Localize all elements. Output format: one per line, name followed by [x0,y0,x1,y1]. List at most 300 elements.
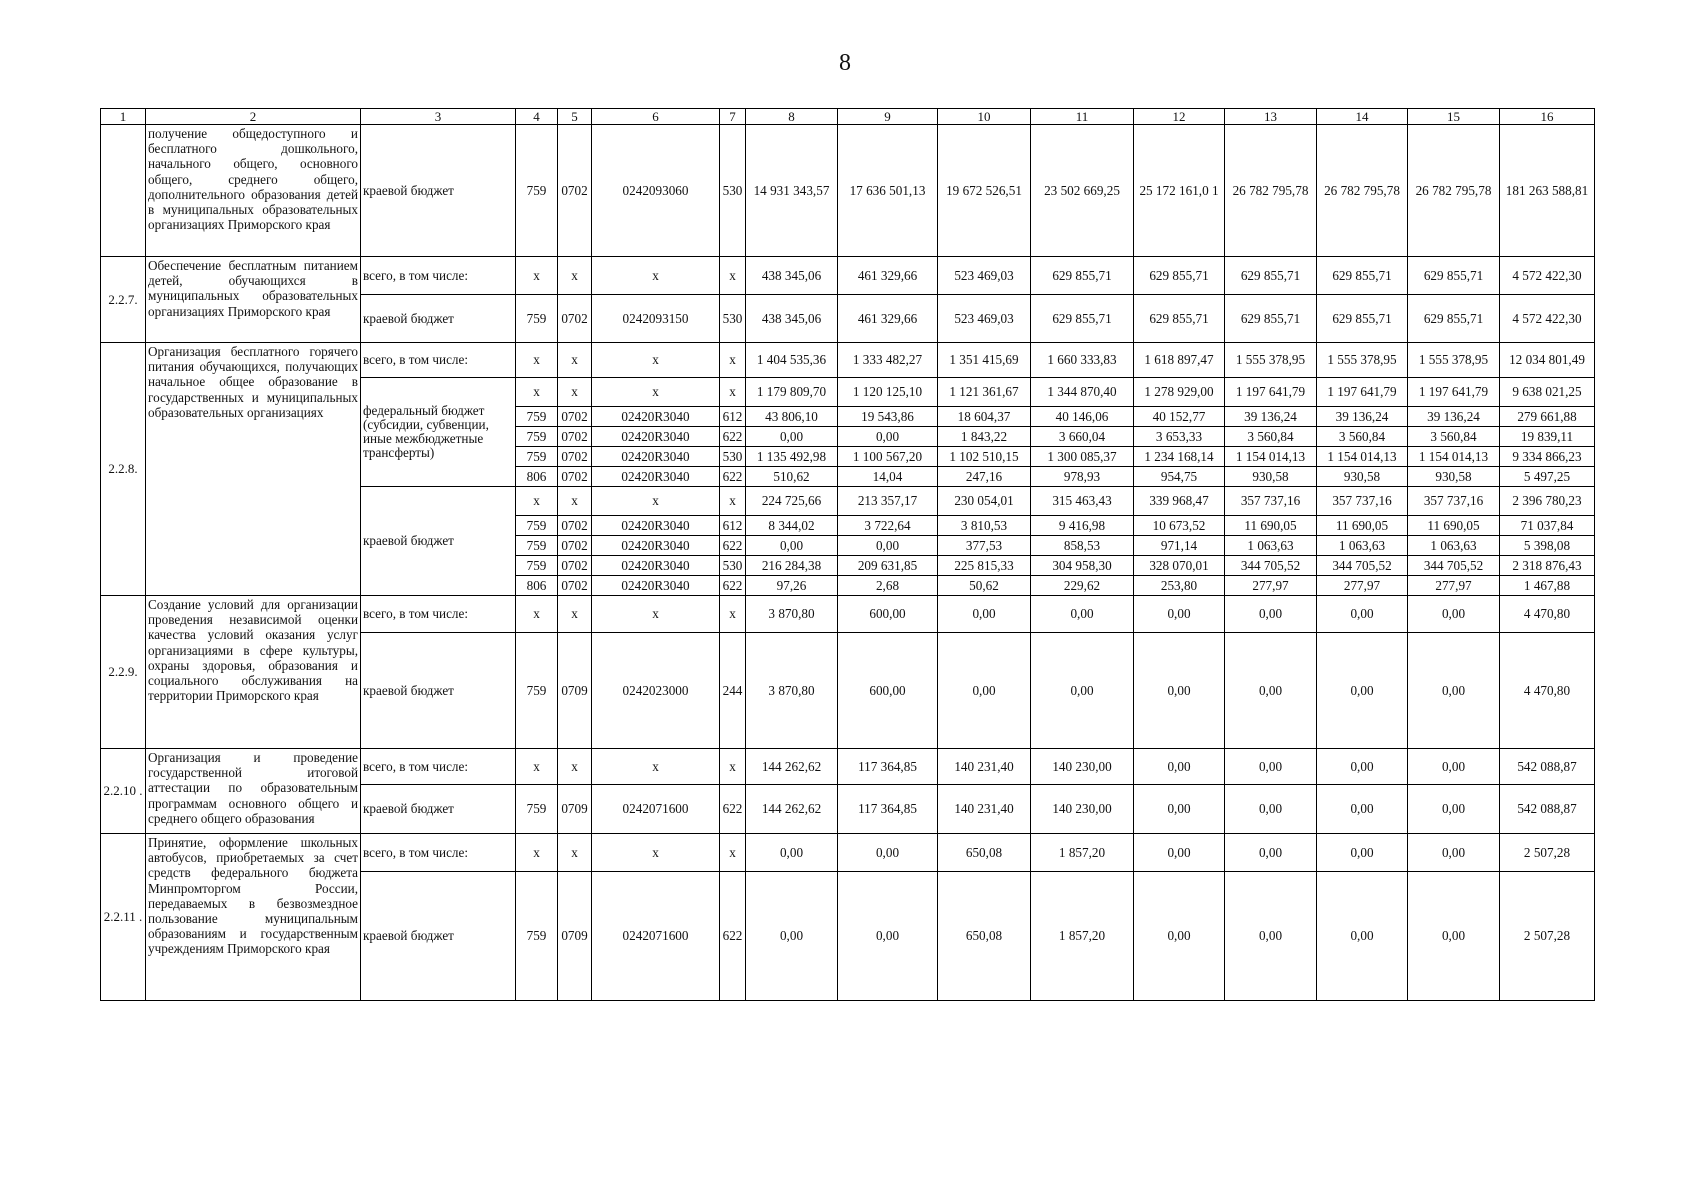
cell-expense-type: 530 [720,125,746,257]
cell-amount-col-10: 1 351 415,69 [938,343,1031,378]
cell-amount-col-14: 0,00 [1317,872,1408,1001]
column-header-13: 13 [1225,109,1317,125]
cell-amount-col-8: 438 345,06 [746,295,838,343]
cell-amount-col-14: 3 560,84 [1317,427,1408,447]
cell-amount-col-11: 0,00 [1031,633,1134,749]
cell-amount-col-11: 140 230,00 [1031,749,1134,785]
table-row [101,596,1595,633]
cell-expense-type: 622 [720,785,746,834]
cell-amount-col-8: 216 284,38 [746,556,838,576]
cell-target-code: 02420R3040 [592,427,720,447]
cell-amount-col-13: 629 855,71 [1225,295,1317,343]
cell-amount-col-10: 0,00 [938,633,1031,749]
cell-amount-col-15: 0,00 [1408,633,1500,749]
column-header-11: 11 [1031,109,1134,125]
cell-expense-type: 244 [720,633,746,749]
cell-amount-col-9: 600,00 [838,596,938,633]
column-header-9: 9 [838,109,938,125]
cell-amount-col-12: 10 673,52 [1134,516,1225,536]
cell-amount-col-8: 224 725,66 [746,487,838,516]
cell-amount-col-10: 225 815,33 [938,556,1031,576]
cell-item-name: получение общедоступного и бесплатного дошкольного, начального общего, основного общего, среднего общего, дополнительного образования детей в муниципальных образовательных организациях Приморского края [146,125,361,257]
cell-expense-type: 622 [720,536,746,556]
cell-amount-col-8: 0,00 [746,427,838,447]
cell-amount-col-12: 0,00 [1134,834,1225,872]
column-header-7: 7 [720,109,746,125]
cell-amount-col-14: 629 855,71 [1317,295,1408,343]
cell-amount-col-10: 50,62 [938,576,1031,596]
cell-amount-col-16: 542 088,87 [1500,749,1595,785]
cell-gr-code: 759 [516,536,558,556]
cell-section-code: x [558,343,592,378]
cell-amount-col-12: 629 855,71 [1134,295,1225,343]
cell-gr-code: 759 [516,516,558,536]
cell-amount-col-11: 629 855,71 [1031,295,1134,343]
cell-amount-col-16: 4 572 422,30 [1500,295,1595,343]
cell-amount-col-16: 2 507,28 [1500,834,1595,872]
cell-section-code: x [558,257,592,295]
cell-funding-source: краевой бюджет [361,487,516,596]
cell-gr-code: 759 [516,427,558,447]
column-header-6: 6 [592,109,720,125]
cell-gr-code: 759 [516,295,558,343]
cell-amount-col-9: 3 722,64 [838,516,938,536]
cell-section-code: 0702 [558,407,592,427]
table-row [101,834,1595,872]
cell-gr-code: 759 [516,125,558,257]
cell-amount-col-10: 650,08 [938,834,1031,872]
cell-expense-type: 530 [720,556,746,576]
cell-amount-col-11: 229,62 [1031,576,1134,596]
cell-amount-col-8: 1 179 809,70 [746,378,838,407]
cell-amount-col-9: 600,00 [838,633,938,749]
cell-amount-col-12: 0,00 [1134,596,1225,633]
cell-amount-col-10: 650,08 [938,872,1031,1001]
cell-amount-col-13: 3 560,84 [1225,427,1317,447]
cell-amount-col-16: 4 470,80 [1500,596,1595,633]
cell-amount-col-15: 3 560,84 [1408,427,1500,447]
cell-section-code: 0702 [558,536,592,556]
cell-amount-col-13: 39 136,24 [1225,407,1317,427]
cell-amount-col-14: 357 737,16 [1317,487,1408,516]
cell-amount-col-14: 0,00 [1317,749,1408,785]
cell-item-name: Организация бесплатного горячего питания обучающихся, получающих начальное общее образование в государственных и муниципальных образовательных организациях [146,343,361,596]
cell-amount-col-13: 277,97 [1225,576,1317,596]
cell-amount-col-16: 2 507,28 [1500,872,1595,1001]
cell-amount-col-12: 971,14 [1134,536,1225,556]
cell-amount-col-12: 25 172 161,0 1 [1134,125,1225,257]
cell-section-code: x [558,596,592,633]
cell-amount-col-8: 0,00 [746,834,838,872]
cell-target-code: 0242071600 [592,872,720,1001]
cell-amount-col-11: 9 416,98 [1031,516,1134,536]
cell-amount-col-8: 0,00 [746,872,838,1001]
cell-expense-type: x [720,749,746,785]
cell-amount-col-15: 1 197 641,79 [1408,378,1500,407]
cell-amount-col-13: 0,00 [1225,872,1317,1001]
cell-amount-col-11: 1 857,20 [1031,834,1134,872]
cell-amount-col-10: 1 843,22 [938,427,1031,447]
cell-section-code: x [558,834,592,872]
cell-amount-col-16: 279 661,88 [1500,407,1595,427]
table-body [101,109,1595,1001]
cell-amount-col-9: 0,00 [838,872,938,1001]
cell-amount-col-9: 1 120 125,10 [838,378,938,407]
cell-amount-col-16: 2 318 876,43 [1500,556,1595,576]
cell-gr-code: 759 [516,447,558,467]
table-row [101,257,1595,295]
cell-funding-source: краевой бюджет [361,872,516,1001]
cell-amount-col-16: 71 037,84 [1500,516,1595,536]
column-header-16: 16 [1500,109,1595,125]
cell-amount-col-15: 357 737,16 [1408,487,1500,516]
cell-amount-col-9: 2,68 [838,576,938,596]
cell-item-number: 2.2.10 . [101,749,146,834]
cell-amount-col-9: 1 333 482,27 [838,343,938,378]
cell-amount-col-10: 18 604,37 [938,407,1031,427]
cell-amount-col-16: 2 396 780,23 [1500,487,1595,516]
cell-expense-type: 622 [720,576,746,596]
cell-amount-col-16: 9 334 866,23 [1500,447,1595,467]
cell-amount-col-10: 523 469,03 [938,295,1031,343]
cell-funding-source: всего, в том числе: [361,257,516,295]
budget-table [100,108,1595,1001]
cell-gr-code: 759 [516,872,558,1001]
cell-amount-col-11: 304 958,30 [1031,556,1134,576]
cell-section-code: 0702 [558,427,592,447]
cell-amount-col-14: 1 063,63 [1317,536,1408,556]
cell-amount-col-11: 0,00 [1031,596,1134,633]
column-header-15: 15 [1408,109,1500,125]
cell-amount-col-11: 1 344 870,40 [1031,378,1134,407]
cell-amount-col-12: 1 278 929,00 [1134,378,1225,407]
cell-amount-col-12: 1 234 168,14 [1134,447,1225,467]
cell-target-code: x [592,378,720,407]
cell-amount-col-13: 344 705,52 [1225,556,1317,576]
cell-target-code: 02420R3040 [592,516,720,536]
cell-amount-col-8: 97,26 [746,576,838,596]
cell-target-code: x [592,487,720,516]
cell-target-code: 02420R3040 [592,407,720,427]
cell-amount-col-14: 0,00 [1317,785,1408,834]
cell-amount-col-15: 629 855,71 [1408,295,1500,343]
cell-amount-col-13: 0,00 [1225,596,1317,633]
cell-amount-col-11: 1 660 333,83 [1031,343,1134,378]
cell-amount-col-10: 247,16 [938,467,1031,487]
cell-amount-col-15: 0,00 [1408,749,1500,785]
cell-amount-col-13: 0,00 [1225,749,1317,785]
cell-target-code: x [592,596,720,633]
cell-funding-source: краевой бюджет [361,633,516,749]
cell-amount-col-8: 144 262,62 [746,785,838,834]
cell-amount-col-10: 19 672 526,51 [938,125,1031,257]
cell-funding-source: федеральный бюджет (субсидии, субвенции, иные межбюджетные трансферты) [361,378,516,487]
cell-amount-col-9: 209 631,85 [838,556,938,576]
cell-section-code: x [558,378,592,407]
cell-amount-col-13: 0,00 [1225,834,1317,872]
cell-amount-col-10: 230 054,01 [938,487,1031,516]
cell-item-name: Обеспечение бесплатным питанием детей, обучающихся в муниципальных образовательных организациях Приморского края [146,257,361,343]
cell-amount-col-8: 144 262,62 [746,749,838,785]
cell-item-number: 2.2.9. [101,596,146,749]
cell-expense-type: x [720,596,746,633]
cell-section-code: 0702 [558,447,592,467]
cell-expense-type: x [720,378,746,407]
cell-amount-col-11: 23 502 669,25 [1031,125,1134,257]
cell-amount-col-16: 19 839,11 [1500,427,1595,447]
cell-funding-source: краевой бюджет [361,125,516,257]
cell-amount-col-10: 523 469,03 [938,257,1031,295]
cell-amount-col-14: 344 705,52 [1317,556,1408,576]
cell-amount-col-11: 40 146,06 [1031,407,1134,427]
cell-funding-source: краевой бюджет [361,785,516,834]
cell-amount-col-14: 277,97 [1317,576,1408,596]
cell-amount-col-14: 11 690,05 [1317,516,1408,536]
cell-gr-code: x [516,596,558,633]
cell-section-code: x [558,749,592,785]
cell-amount-col-15: 0,00 [1408,785,1500,834]
cell-amount-col-8: 8 344,02 [746,516,838,536]
cell-target-code: x [592,257,720,295]
cell-amount-col-12: 253,80 [1134,576,1225,596]
cell-amount-col-11: 858,53 [1031,536,1134,556]
page-number: 8 [839,50,851,76]
cell-amount-col-8: 1 404 535,36 [746,343,838,378]
cell-amount-col-10: 140 231,40 [938,749,1031,785]
cell-expense-type: 530 [720,295,746,343]
cell-amount-col-9: 14,04 [838,467,938,487]
cell-target-code: x [592,343,720,378]
cell-amount-col-8: 3 870,80 [746,633,838,749]
cell-amount-col-14: 930,58 [1317,467,1408,487]
cell-amount-col-12: 0,00 [1134,785,1225,834]
cell-funding-source: всего, в том числе: [361,749,516,785]
cell-amount-col-9: 17 636 501,13 [838,125,938,257]
column-header-4: 4 [516,109,558,125]
cell-expense-type: 622 [720,467,746,487]
cell-amount-col-15: 344 705,52 [1408,556,1500,576]
cell-amount-col-13: 357 737,16 [1225,487,1317,516]
cell-amount-col-11: 315 463,43 [1031,487,1134,516]
column-header-3: 3 [361,109,516,125]
cell-amount-col-14: 1 197 641,79 [1317,378,1408,407]
cell-amount-col-13: 11 690,05 [1225,516,1317,536]
cell-amount-col-14: 0,00 [1317,596,1408,633]
cell-target-code: 0242093060 [592,125,720,257]
cell-amount-col-16: 9 638 021,25 [1500,378,1595,407]
cell-amount-col-15: 0,00 [1408,596,1500,633]
cell-gr-code: x [516,834,558,872]
cell-target-code: 0242023000 [592,633,720,749]
cell-amount-col-9: 0,00 [838,427,938,447]
cell-gr-code: 759 [516,556,558,576]
cell-section-code: 0709 [558,872,592,1001]
cell-section-code: 0702 [558,576,592,596]
cell-amount-col-10: 1 102 510,15 [938,447,1031,467]
cell-amount-col-14: 629 855,71 [1317,257,1408,295]
cell-amount-col-14: 26 782 795,78 [1317,125,1408,257]
cell-amount-col-16: 181 263 588,81 [1500,125,1595,257]
cell-amount-col-12: 339 968,47 [1134,487,1225,516]
cell-amount-col-9: 0,00 [838,834,938,872]
table-row [101,749,1595,785]
cell-amount-col-12: 1 618 897,47 [1134,343,1225,378]
cell-amount-col-12: 0,00 [1134,633,1225,749]
cell-section-code: 0702 [558,516,592,536]
cell-amount-col-10: 0,00 [938,596,1031,633]
cell-expense-type: 622 [720,872,746,1001]
header-row [101,109,1595,125]
cell-amount-col-12: 0,00 [1134,872,1225,1001]
cell-target-code: x [592,834,720,872]
column-header-10: 10 [938,109,1031,125]
column-header-8: 8 [746,109,838,125]
cell-amount-col-16: 4 470,80 [1500,633,1595,749]
cell-amount-col-10: 1 121 361,67 [938,378,1031,407]
cell-amount-col-14: 0,00 [1317,633,1408,749]
cell-gr-code: 759 [516,785,558,834]
cell-gr-code: 759 [516,407,558,427]
cell-amount-col-10: 377,53 [938,536,1031,556]
cell-amount-col-13: 26 782 795,78 [1225,125,1317,257]
cell-amount-col-11: 629 855,71 [1031,257,1134,295]
cell-amount-col-15: 1 154 014,13 [1408,447,1500,467]
cell-amount-col-8: 14 931 343,57 [746,125,838,257]
cell-amount-col-9: 117 364,85 [838,785,938,834]
cell-amount-col-15: 930,58 [1408,467,1500,487]
cell-amount-col-12: 954,75 [1134,467,1225,487]
cell-target-code: 02420R3040 [592,447,720,467]
cell-amount-col-8: 43 806,10 [746,407,838,427]
cell-amount-col-16: 5 398,08 [1500,536,1595,556]
cell-expense-type: x [720,257,746,295]
cell-item-number: 2.2.8. [101,343,146,596]
cell-section-code: 0702 [558,467,592,487]
cell-amount-col-16: 1 467,88 [1500,576,1595,596]
cell-amount-col-15: 1 555 378,95 [1408,343,1500,378]
column-header-12: 12 [1134,109,1225,125]
cell-item-number: 2.2.7. [101,257,146,343]
cell-item-number [101,125,146,257]
cell-item-number: 2.2.11 . [101,834,146,1001]
cell-amount-col-12: 0,00 [1134,749,1225,785]
cell-amount-col-11: 1 857,20 [1031,872,1134,1001]
cell-target-code: 0242093150 [592,295,720,343]
cell-amount-col-9: 461 329,66 [838,295,938,343]
cell-amount-col-12: 40 152,77 [1134,407,1225,427]
column-header-2: 2 [146,109,361,125]
cell-amount-col-16: 5 497,25 [1500,467,1595,487]
column-header-5: 5 [558,109,592,125]
cell-amount-col-13: 1 555 378,95 [1225,343,1317,378]
cell-amount-col-11: 978,93 [1031,467,1134,487]
cell-amount-col-13: 1 154 014,13 [1225,447,1317,467]
cell-amount-col-16: 12 034 801,49 [1500,343,1595,378]
cell-target-code: 02420R3040 [592,536,720,556]
cell-amount-col-9: 19 543,86 [838,407,938,427]
cell-section-code: x [558,487,592,516]
cell-amount-col-9: 213 357,17 [838,487,938,516]
cell-amount-col-14: 39 136,24 [1317,407,1408,427]
cell-amount-col-15: 1 063,63 [1408,536,1500,556]
cell-amount-col-8: 438 345,06 [746,257,838,295]
cell-target-code: 0242071600 [592,785,720,834]
cell-section-code: 0702 [558,295,592,343]
cell-gr-code: x [516,378,558,407]
cell-amount-col-8: 1 135 492,98 [746,447,838,467]
cell-amount-col-10: 3 810,53 [938,516,1031,536]
cell-amount-col-15: 277,97 [1408,576,1500,596]
cell-expense-type: x [720,834,746,872]
cell-amount-col-14: 1 154 014,13 [1317,447,1408,467]
cell-amount-col-11: 3 660,04 [1031,427,1134,447]
cell-amount-col-9: 1 100 567,20 [838,447,938,467]
cell-amount-col-9: 117 364,85 [838,749,938,785]
cell-gr-code: x [516,487,558,516]
cell-expense-type: x [720,343,746,378]
column-header-14: 14 [1317,109,1408,125]
cell-funding-source: всего, в том числе: [361,596,516,633]
cell-section-code: 0702 [558,556,592,576]
cell-expense-type: 530 [720,447,746,467]
cell-section-code: 0702 [558,125,592,257]
cell-expense-type: 622 [720,427,746,447]
cell-amount-col-9: 461 329,66 [838,257,938,295]
cell-item-name: Создание условий для организации проведения независимой оценки качества условий оказания услуг организациями в сфере культуры, охраны здоровья, образования и социального обслуживания на территории Приморского края [146,596,361,749]
cell-section-code: 0709 [558,633,592,749]
cell-amount-col-13: 1 063,63 [1225,536,1317,556]
table-row [101,125,1595,257]
cell-target-code: 02420R3040 [592,576,720,596]
cell-gr-code: 806 [516,576,558,596]
cell-funding-source: краевой бюджет [361,295,516,343]
cell-target-code: 02420R3040 [592,556,720,576]
cell-section-code: 0709 [558,785,592,834]
cell-amount-col-12: 3 653,33 [1134,427,1225,447]
cell-gr-code: 759 [516,633,558,749]
cell-funding-source: всего, в том числе: [361,343,516,378]
cell-amount-col-15: 629 855,71 [1408,257,1500,295]
table-row [101,343,1595,378]
cell-amount-col-13: 1 197 641,79 [1225,378,1317,407]
cell-amount-col-9: 0,00 [838,536,938,556]
cell-amount-col-14: 1 555 378,95 [1317,343,1408,378]
cell-amount-col-15: 26 782 795,78 [1408,125,1500,257]
cell-amount-col-14: 0,00 [1317,834,1408,872]
cell-target-code: x [592,749,720,785]
cell-amount-col-15: 0,00 [1408,834,1500,872]
cell-amount-col-12: 328 070,01 [1134,556,1225,576]
cell-amount-col-13: 629 855,71 [1225,257,1317,295]
cell-amount-col-15: 39 136,24 [1408,407,1500,427]
cell-amount-col-12: 629 855,71 [1134,257,1225,295]
cell-amount-col-8: 510,62 [746,467,838,487]
cell-expense-type: x [720,487,746,516]
cell-amount-col-15: 11 690,05 [1408,516,1500,536]
column-header-1: 1 [101,109,146,125]
cell-item-name: Организация и проведение государственной итоговой аттестации по образовательным программам основного общего и среднего общего образования [146,749,361,834]
cell-amount-col-15: 0,00 [1408,872,1500,1001]
cell-amount-col-8: 3 870,80 [746,596,838,633]
cell-amount-col-13: 0,00 [1225,633,1317,749]
cell-amount-col-13: 0,00 [1225,785,1317,834]
cell-expense-type: 612 [720,516,746,536]
cell-gr-code: x [516,257,558,295]
cell-gr-code: 806 [516,467,558,487]
cell-amount-col-10: 140 231,40 [938,785,1031,834]
cell-amount-col-11: 1 300 085,37 [1031,447,1134,467]
cell-amount-col-16: 542 088,87 [1500,785,1595,834]
